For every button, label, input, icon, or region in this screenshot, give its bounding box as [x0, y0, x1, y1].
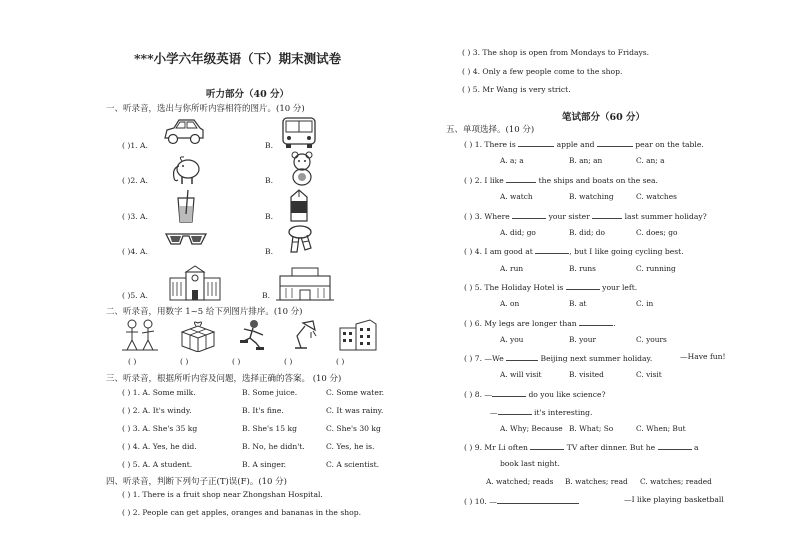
mc-q5-option-c: C. in [636, 299, 654, 308]
part3-instruction: 三、听录音，根据所听内容及问题，选择正确的答案。 (10 分) [106, 374, 342, 384]
mc-q1-end: pear on the table. [635, 140, 704, 149]
mc-q6-option-c: C. yours [636, 335, 667, 344]
mc-q2-blank[interactable] [506, 174, 536, 183]
mc-q4 [464, 245, 684, 256]
part3-item-2-c: C. It was rainy. [326, 406, 384, 415]
mc-q9 [464, 441, 699, 452]
part1-row-1-a: ( )1. A. [122, 141, 148, 150]
mc-q5-stem: ( ) 5. The Holiday Hotel is [464, 283, 564, 292]
mc-q9-blank-1[interactable] [530, 441, 564, 450]
sunglasses-icon [163, 230, 209, 250]
part3-item-5-c: C. A scientist. [326, 460, 380, 469]
part2-bracket-4[interactable]: ( ) [284, 357, 293, 366]
part4-item-5: ( ) 5. Mr Wang is very strict. [462, 85, 571, 94]
mc-q3-blank-2[interactable] [592, 210, 622, 219]
mc-q3-end: last summer holiday? [624, 212, 707, 221]
mc-q7-blank[interactable] [506, 352, 538, 361]
bus-icon [280, 115, 318, 151]
mc-q1-mid: apple and [556, 140, 595, 149]
part1-row-4-b: B. [265, 247, 273, 256]
part1-row-2-b: B. [265, 176, 273, 185]
mc-q3-option-c: C. does; go [636, 228, 678, 237]
skater-icon [236, 319, 270, 351]
part2-bracket-5[interactable]: ( ) [336, 357, 345, 366]
part5-instruction: 五、单项选择。(10 分) [446, 125, 535, 135]
bear-icon [286, 150, 318, 188]
mc-q10 [464, 495, 579, 506]
part3-item-5-b: B. A singer. [242, 460, 287, 469]
mc-q3-stem: ( ) 3. Where [464, 212, 510, 221]
mc-q10-stem: ( ) 10. — [464, 497, 497, 506]
mc-q10-blank[interactable] [497, 495, 579, 504]
part1-row-3-a: ( )3. A. [122, 212, 148, 221]
mc-q5-end: your left. [602, 283, 638, 292]
mc-q2-option-c: C. watches [636, 192, 677, 201]
part4-instruction: 四、听录音，判断下列句子正(T)误(F)。(10 分) [106, 477, 287, 487]
mc-q5 [464, 281, 637, 292]
part3-item-1-b: B. Some juice. [242, 388, 298, 397]
mc-q6-end: . [613, 319, 616, 328]
mc-q7-reply: —Have fun! [680, 352, 726, 361]
part1-row-1-b: B. [265, 141, 273, 150]
mc-q9-mid: TV after dinner. But he [566, 443, 656, 452]
juice-icon [174, 188, 198, 224]
mc-q7-end: Beijing next summer holiday. [540, 354, 653, 363]
mc-q7-option-a: A. will visit [500, 370, 542, 379]
car-icon [162, 114, 206, 150]
mc-q7-stem: ( ) 7. —We [464, 354, 504, 363]
part4-item-4: ( ) 4. Only a few people come to the shop. [462, 67, 623, 76]
school-building-icon [166, 264, 224, 302]
mc-q1-option-b: B. an; an [569, 156, 603, 165]
mc-q9-stem: ( ) 9. Mr Li often [464, 443, 528, 452]
mc-q1 [464, 138, 704, 149]
part1-row-2-a: ( )2. A. [122, 176, 148, 185]
part3-item-3: ( ) 3. A. She's 35 kg [122, 424, 198, 433]
scarf-icon [283, 222, 317, 256]
part1-row-4-a: ( )4. A. [122, 247, 148, 256]
part1-instruction: 一、听录音，选出与你所听内容相符的图片。(10 分) [106, 104, 305, 114]
milk-carton-icon [285, 187, 313, 223]
part1-row-5-b: B. [262, 291, 270, 300]
mc-q4-option-b: B. runs [569, 264, 596, 273]
part4-item-3: ( ) 3. The shop is open from Mondays to Fridays. [462, 48, 650, 57]
mc-q3-option-a: A. did; go [500, 228, 536, 237]
mc-q8-option-b: B. What; So [569, 424, 614, 433]
part3-item-2: ( ) 2. A. It's windy. [122, 406, 192, 415]
mc-q3-option-b: B. did; do [569, 228, 605, 237]
mc-q4-blank[interactable] [535, 245, 569, 254]
mc-q3 [464, 210, 707, 221]
mc-q4-end: , but I like going cycling best. [569, 247, 684, 256]
mc-q8-line2: — it's interesting. [490, 408, 593, 417]
part3-item-4: ( ) 4. A. Yes, he did. [122, 442, 197, 451]
mc-q7 [464, 352, 652, 363]
kids-playing-icon [120, 318, 160, 352]
part3-item-1-c: C. Some water. [326, 388, 385, 397]
mc-q2-stem: ( ) 2. I like [464, 176, 504, 185]
mc-q5-option-b: B. at [569, 299, 587, 308]
page-title: ***小学六年级英语（下）期末测试卷 [134, 51, 342, 66]
part3-item-4-b: B. No, he didn't. [242, 442, 305, 451]
mc-q6-option-b: B. your [569, 335, 597, 344]
mc-q5-option-a: A. on [500, 299, 520, 308]
mc-q8-line2-text: it's interesting. [534, 408, 593, 417]
mc-q5-blank[interactable] [566, 281, 600, 290]
apartment-building-icon [336, 318, 380, 352]
mc-q8-blank-1[interactable] [492, 388, 526, 397]
mc-q9-blank-2[interactable] [658, 441, 692, 450]
part1-row-5-a: ( )5. A. [122, 291, 148, 300]
part2-bracket-2[interactable]: ( ) [180, 357, 189, 366]
mc-q6 [464, 317, 616, 328]
mc-q3-blank-1[interactable] [512, 210, 546, 219]
part3-item-3-b: B. She's 15 kg [242, 424, 297, 433]
mc-q2-option-a: A. watch [500, 192, 533, 201]
mc-q8-blank-2[interactable] [498, 406, 532, 415]
mc-q7-option-b: B. visited [569, 370, 604, 379]
part3-item-4-c: C. Yes, he is. [326, 442, 375, 451]
mc-q4-stem: ( ) 4. I am good at [464, 247, 533, 256]
mc-q1-blank-1[interactable] [518, 138, 554, 147]
part3-item-3-c: C. She's 30 kg [326, 424, 381, 433]
mc-q7-option-c: C. visit [636, 370, 662, 379]
mc-q9-option-c: C. watches; readed [640, 477, 712, 486]
part3-item-1: ( ) 1. A. Some milk. [122, 388, 196, 397]
gift-box-icon [178, 320, 218, 352]
mc-q10-reply: —I like playing basketball [624, 495, 724, 504]
writing-heading: 笔试部分（60 分） [562, 112, 646, 123]
shop-building-icon [274, 264, 336, 302]
elephant-icon [168, 152, 204, 188]
mc-q8-option-a: A. Why; Because [500, 424, 563, 433]
mc-q2 [464, 174, 658, 185]
mc-q1-option-a: A. a; a [500, 156, 524, 165]
mc-q9-option-b: B. watches; read [565, 477, 628, 486]
mc-q8-end: do you like science? [528, 390, 606, 399]
part2-bracket-1[interactable]: ( ) [128, 357, 137, 366]
mc-q2-option-b: B. watching [569, 192, 614, 201]
mc-q1-blank-2[interactable] [597, 138, 633, 147]
mc-q9-option-a: A. watched; reads [486, 477, 554, 486]
mc-q6-stem: ( ) 6. My legs are longer than [464, 319, 577, 328]
mc-q3-mid: your sister [548, 212, 590, 221]
part1-row-3-b: B. [265, 212, 273, 221]
mc-q8-stem: ( ) 8. — [464, 390, 493, 399]
mc-q6-blank[interactable] [579, 317, 616, 328]
mc-q6-option-a: A. you [500, 335, 524, 344]
part4-item-2: ( ) 2. People can get apples, oranges and bananas in the shop. [122, 508, 361, 517]
mc-q4-option-a: A. run [500, 264, 524, 273]
mc-q1-stem: ( ) 1. There is [464, 140, 516, 149]
mc-q2-end: the ships and boats on the sea. [538, 176, 658, 185]
mc-q1-option-c: C. an; a [636, 156, 665, 165]
part3-item-5: ( ) 5. A. A student. [122, 460, 193, 469]
mc-q8 [464, 388, 606, 399]
mc-q4-option-c: C. running [636, 264, 676, 273]
listening-heading: 听力部分（40 分） [206, 89, 290, 100]
part2-instruction: 二、听录音，用数字 1~5 给下列图片排序。(10 分) [106, 307, 303, 317]
part2-bracket-3[interactable]: ( ) [232, 357, 241, 366]
mc-q9-line2: book last night. [500, 459, 560, 468]
mc-q9-end: a [694, 443, 699, 452]
part4-item-1: ( ) 1. There is a fruit shop near Zhongshan Hospital. [122, 490, 323, 499]
desk-lamp-icon [287, 318, 319, 350]
mc-q8-option-c: C. When; But [636, 424, 686, 433]
part3-item-2-b: B. It's fine. [242, 406, 284, 415]
